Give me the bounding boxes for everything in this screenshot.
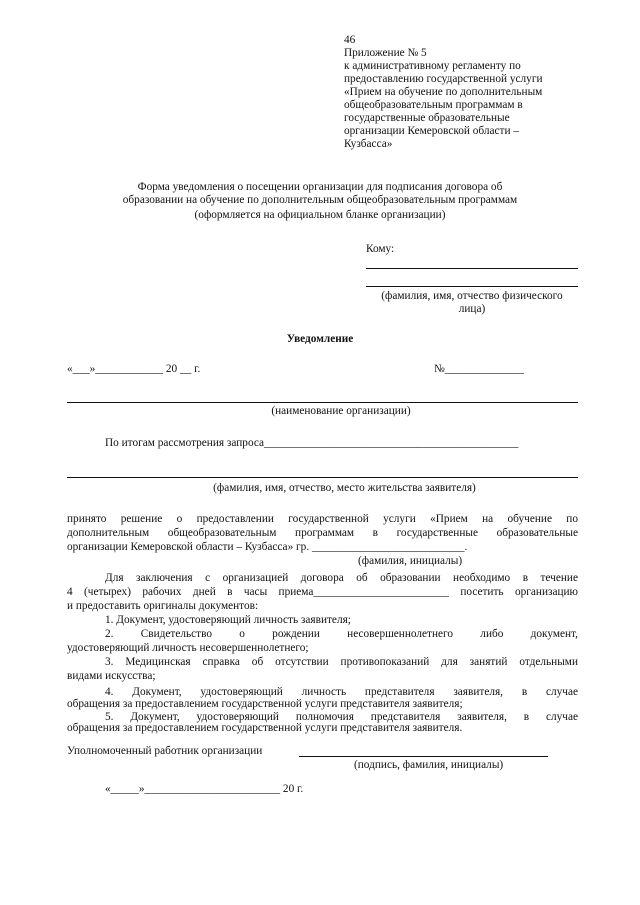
notice-title: Уведомление xyxy=(286,333,354,345)
document-item: видами искусства; xyxy=(67,670,156,682)
decision-line: принято решение о предоставлении государственной услуги «Прием на обучение по xyxy=(67,513,578,525)
instruction-line: Для заключения с организацией договора об образовании необходимо в течение xyxy=(105,572,578,584)
appendix-line: «Прием на обучение по дополнительным xyxy=(344,86,543,98)
page-number: 46 xyxy=(344,34,356,46)
number-line: №______________ xyxy=(434,363,524,375)
document-item: обращения за предоставлением государственной услуги представителя заявителя. xyxy=(67,722,463,734)
applicant-line[interactable] xyxy=(67,477,578,478)
form-title-line: Форма уведомления о посещении организации для подписания договора об xyxy=(137,181,503,193)
footer-date: «_____»________________________ 20 г. xyxy=(105,783,304,795)
decision-line: организации Кемеровской области – Кузбасса» гр. ___________________________. xyxy=(67,541,468,553)
form-title-note: (оформляется на официальном бланке организации) xyxy=(194,209,446,221)
applicant-caption: (фамилия, имя, отчество, место жительства заявителя) xyxy=(213,482,476,494)
initials-caption: (фамилия, инициалы) xyxy=(358,555,463,567)
document-item: обращения за предоставлением государственной услуги представителя заявителя; xyxy=(67,698,463,710)
date-line: «___»____________ 20 __ г. xyxy=(67,363,201,375)
appendix-line: предоставлению государственной услуги xyxy=(344,73,543,85)
recipient-line[interactable] xyxy=(366,268,578,269)
form-title-line: образовании на обучение по дополнительным общеобразовательным программам xyxy=(122,194,518,206)
document-item: 3. Медицинская справка об отсутствии противопоказаний для занятий отдельными xyxy=(105,656,578,668)
document-item: 5. Документ, удостоверяющий полномочия представителя заявителя, в случае xyxy=(105,711,578,723)
document-item: 1. Документ, удостоверяющий личность заявителя; xyxy=(105,614,351,626)
recipient-line[interactable] xyxy=(366,286,578,287)
signature-line[interactable] xyxy=(299,756,548,757)
appendix-line: организации Кемеровской области – xyxy=(344,125,520,137)
organization-line[interactable] xyxy=(67,402,578,403)
appendix-line: к административному регламенту по xyxy=(344,60,521,72)
document-item: удостоверяющий личность несовершеннолетнего; xyxy=(67,642,309,654)
document-item: 2. Свидетельство о рождении несовершеннолетнего либо документ, xyxy=(105,628,578,640)
instruction-line: 4 (четырех) рабочих дней в часы приема________________________ посетить организацию xyxy=(67,586,578,598)
signature-caption: (подпись, фамилия, инициалы) xyxy=(354,759,504,771)
request-line: По итогам рассмотрения запроса_____________________________________________ xyxy=(105,437,519,449)
document-item: 4. Документ, удостоверяющий личность представителя заявителя, в случае xyxy=(105,686,578,698)
signature-label: Уполномоченный работник организации xyxy=(67,745,263,757)
decision-line: дополнительным общеобразовательным программам в государственные образовательные xyxy=(67,527,578,539)
recipient-caption: (фамилия, имя, отчество физического xyxy=(381,290,563,302)
appendix-line: Приложение № 5 xyxy=(344,47,427,59)
appendix-line: Кузбасса» xyxy=(344,138,393,150)
appendix-line: государственные образовательные xyxy=(344,112,510,124)
organization-caption: (наименование организации) xyxy=(271,405,411,417)
recipient-caption: лица) xyxy=(458,303,486,315)
appendix-line: общеобразовательным программам в xyxy=(344,99,523,111)
instruction-line: и предоставить оригиналы документов: xyxy=(67,600,259,612)
recipient-label: Кому: xyxy=(366,243,395,255)
